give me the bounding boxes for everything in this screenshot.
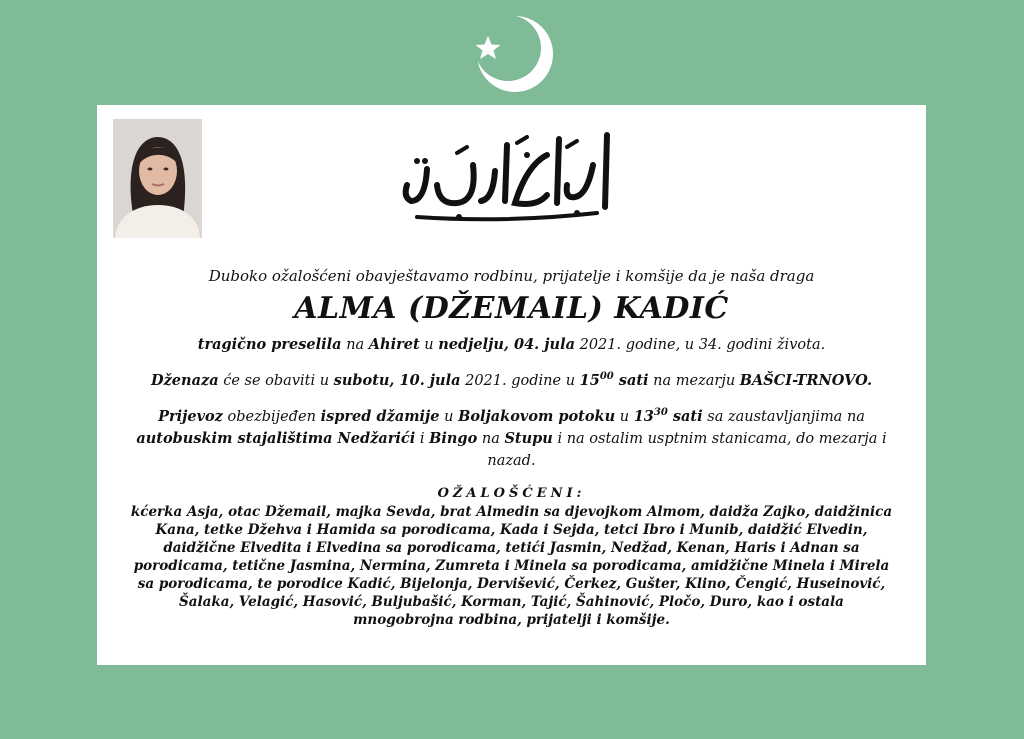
mourners-list: kćerka Asja, otac Džemail, majka Sevda, brat Almedin sa djevojkom Almom, daidža Zajko, daidžinica Kana, tetke Džehva i Hamida sa porodicama, Kada i Sejda, tetci Ibro i Munib, daidžić Elvedin, daidžične Elvedita i Elvedina sa porodicama, tetići Jasmin, Nedžad, Kenan, Haris i Adnan sa porodicama, tetične Jasmina, Nermina, Zumreta i Minela sa porodicama, amidžične Minela i Mirela sa porodicama, te porodice Kadić, Bijelonja, Dervišević, Čerkez, Gušter, Klino, Čengić, Huseinović, Šalaka, Velagić, Hasović, Buljubašić, Korman, Tajić, Šahinović, Pločo, Duro, kao i ostala mnogobrojna rodbina, prijatelji i komšije. xyxy=(130,503,893,628)
mourners-heading: OŽALOŠĆENI: xyxy=(437,485,586,501)
obituary-card xyxy=(97,105,926,665)
intro-text: Duboko ožalošćeni obavještavamo rodbinu, prijatelje i komšije da je naša draga xyxy=(208,267,815,285)
arabic-calligraphy xyxy=(397,125,627,235)
funeral-info: Dženaza će se obaviti u subotu, 10. jula 2021. godine u $15^{00}$ sati na mezarju BAŠCI-TRNOVO. xyxy=(151,371,872,389)
transport-info: Prijevoz obezbijeđen ispred džamije u Boljakovom potoku u $13^{30}$ sati sa zaustavljanjima na autobuskim stajalištima Nedžarići i Bingo na Stupu i na ostalim usptnim stanicama, do mezarja i nazad. xyxy=(136,406,887,469)
star-and-crescent-icon xyxy=(470,14,556,94)
obituary-text xyxy=(117,267,906,629)
death-info: tragično preselila na Ahiret u nedjelju, 04. jula 2021. godine, u 34. godini života. xyxy=(197,336,826,353)
deceased-photo xyxy=(113,119,202,238)
deceased-name: ALMA (DŽEMAIL) KADIĆ xyxy=(294,291,729,326)
